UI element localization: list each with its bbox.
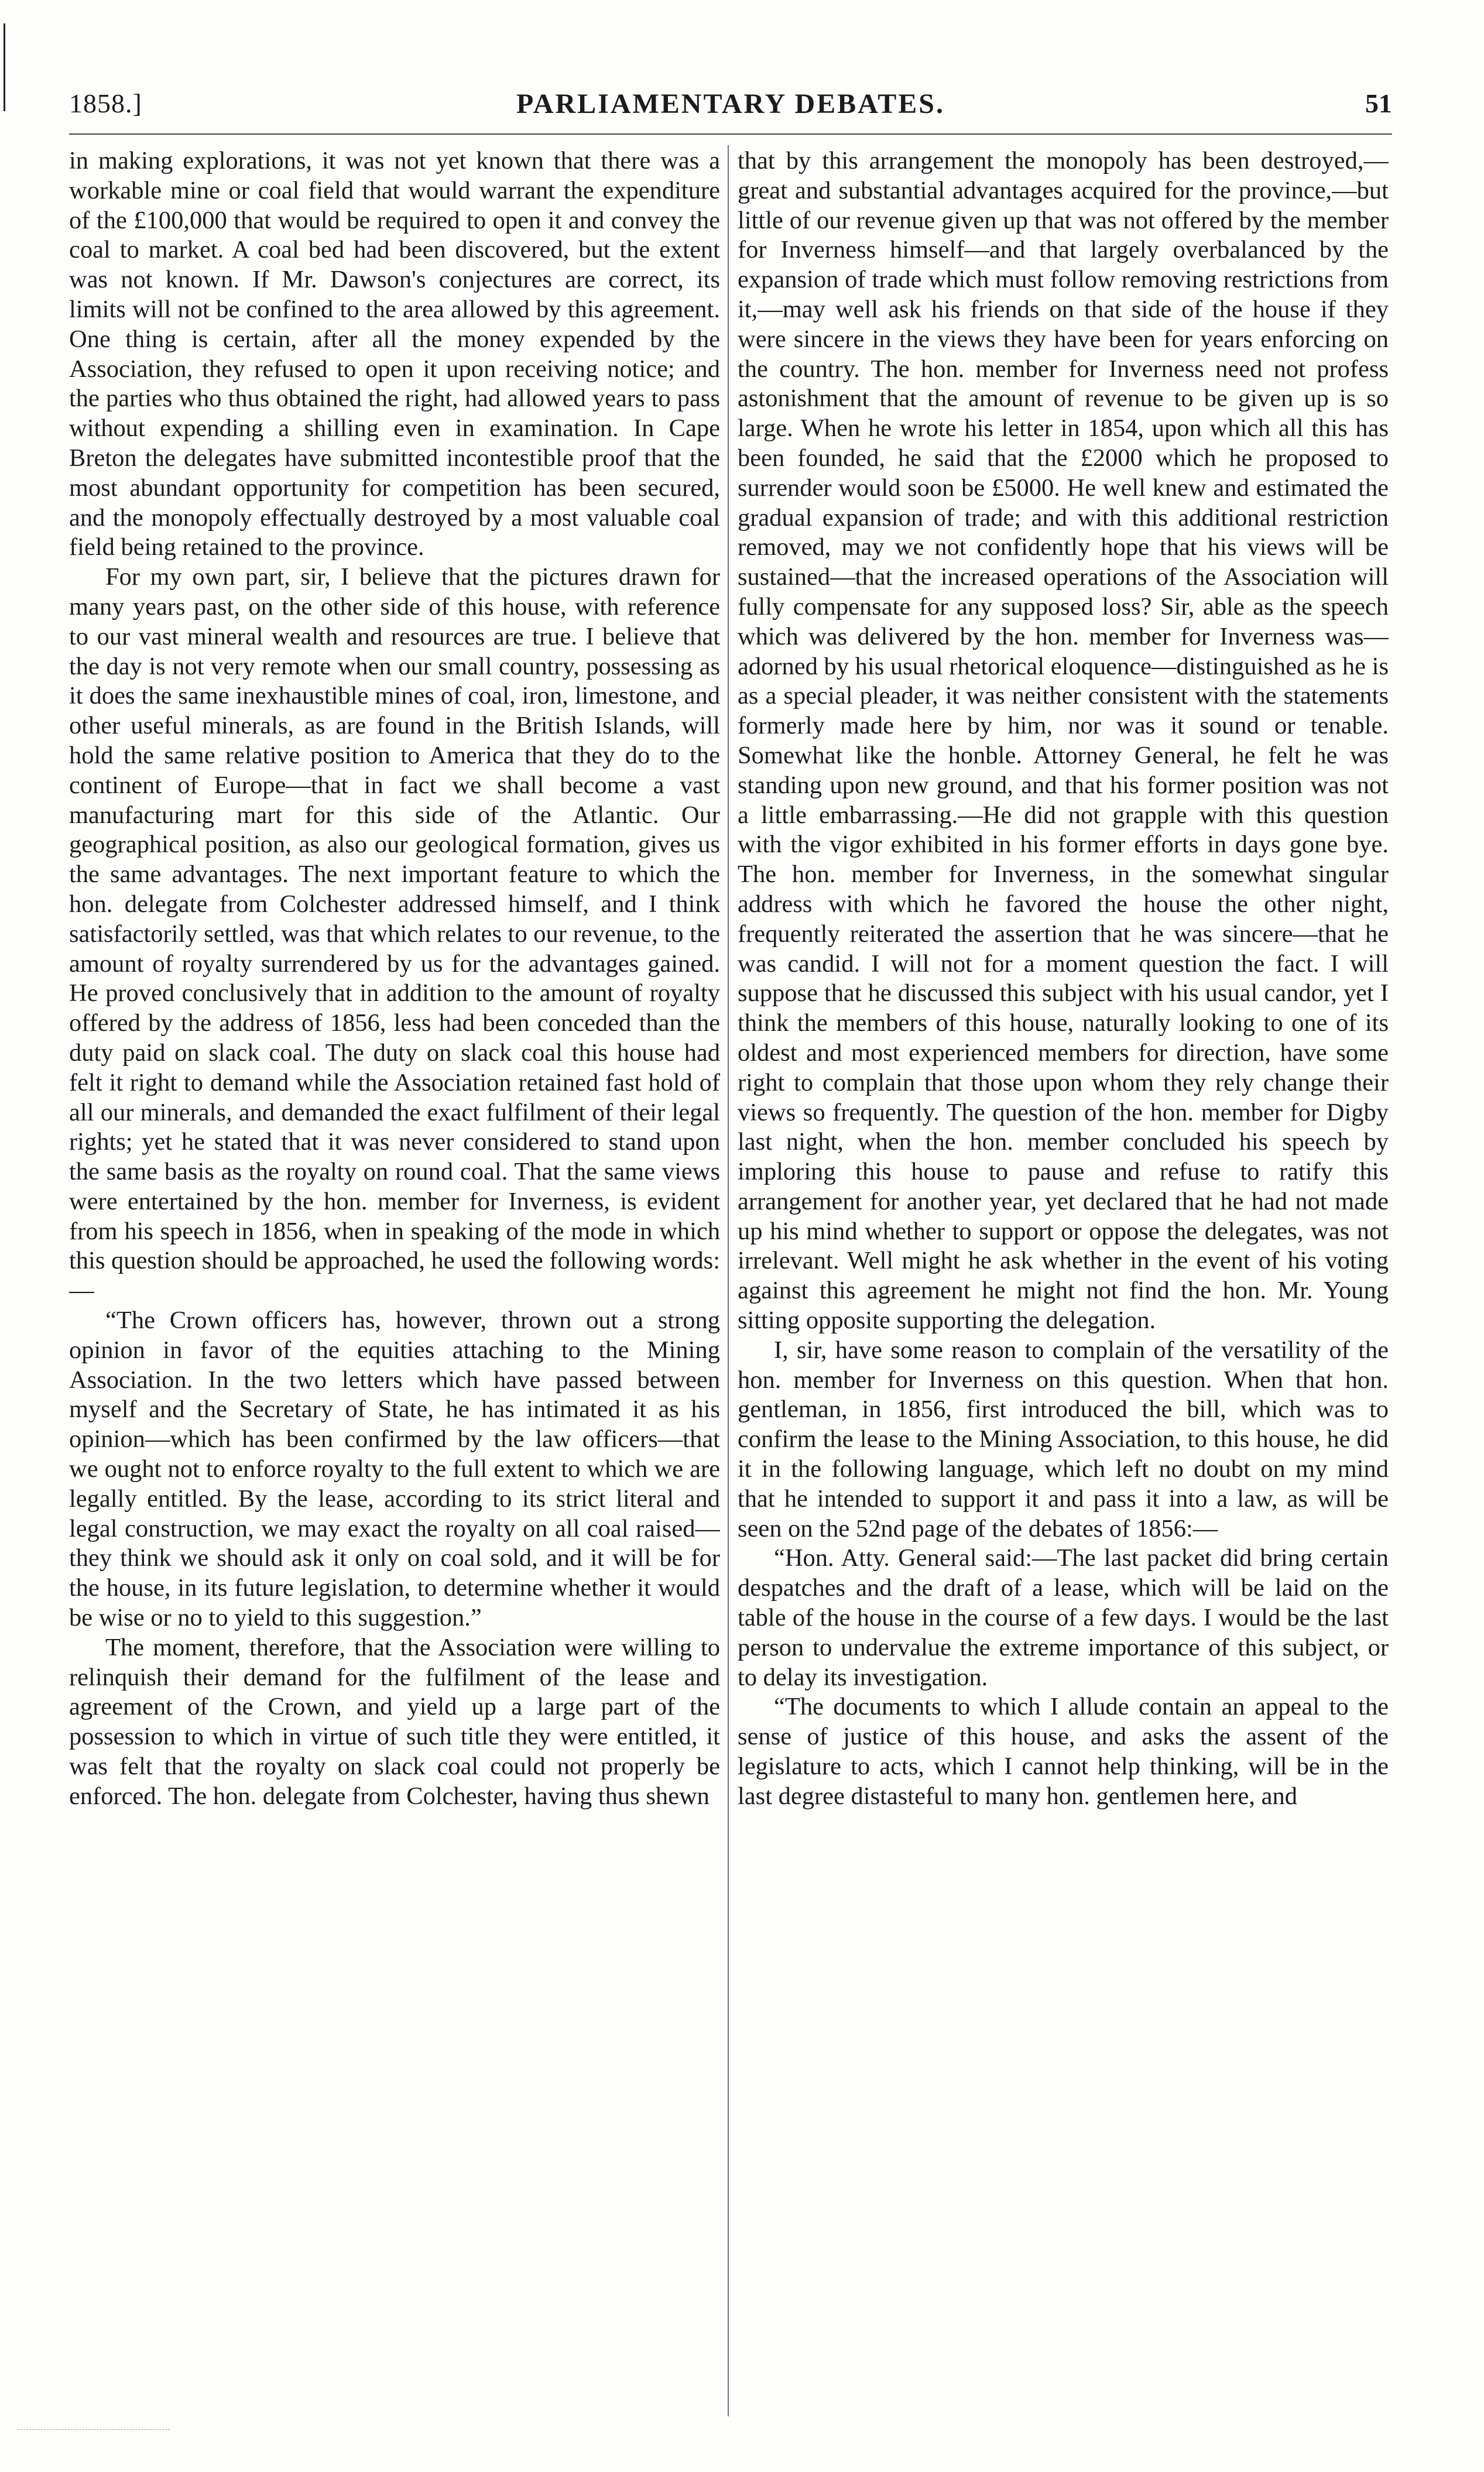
left-paragraph-1: in making explorations, it was not yet known that there was a workable mine or coal field that would warrant the expenditure of the £100,000 that would be required to open it and convey the coal to market. A coal bed had been discovered, but the extent was not known. If Mr. Dawson's conjectures are correct, its limits will not be confined to the area allowed by this agreement. One thing is certain, after all the money expended by the Association, they refused to open it upon receiving notice; and the parties who thus obtained the right, had allowed years to pass without expending a shilling even in examination. In Cape Breton the delegates have submitted incontestible proof that the most abundant opportunity for competition has been secured, and the monopoly effectually destroyed by a most valuable coal field being retained to the province. bbox=[69, 147, 720, 561]
right-quote-1: “Hon. Atty. General said:—The last packet did bring certain despatches and the draft of a lease, which will be laid on the table of the house in the course of a few days. I would be the last person to undervalue the extreme importance of this subject, or to delay its investigation. bbox=[738, 1544, 1389, 1691]
column-divider bbox=[728, 145, 729, 2416]
header-year: 1858.] bbox=[69, 88, 142, 118]
page-header bbox=[69, 88, 1392, 129]
header-rule bbox=[69, 133, 1392, 135]
header-title: PARLIAMENTARY DEBATES. bbox=[516, 88, 945, 119]
right-column bbox=[738, 146, 1389, 2418]
header-page-number: 51 bbox=[1365, 88, 1392, 118]
right-quote-2: “The documents to which I allude contain an appeal to the sense of justice of this house, and asks the assent of the legislature to acts, which I cannot help thinking, will be in the last degree distasteful to many hon. gentlemen here, and bbox=[738, 1693, 1389, 1810]
right-paragraph-1: that by this arrangement the monopoly has been destroyed,—great and substantial advantages acquired for the province,—but little of our revenue given up that was not offered by the member for Inverness himself—and that largely overbalanced by the expansion of trade which must follow removing restrictions from it,—may well ask his friends on that side of the house if they were sincere in the views they have been for years enforcing on the country. The hon. member for Inverness need not profess astonishment that the amount of revenue to be given up is so large. When he wrote his letter in 1854, upon which all this has been founded, he said that the £2000 which he proposed to surrender would soon be £5000. He well knew and estimated the gradual expansion of trade; and with this additional restriction removed, may we not confidently hope that his views will be sustained—that the increased operations of the Association will fully compensate for any supposed loss? Sir, able as the speech which was delivered by the hon. member for Inverness was—adorned by his usual rhetorical eloquence—distinguished as he is as a special pleader, it was neither consistent with the statements formerly made here by him, nor was it sound or tenable. Somewhat like the honble. Attorney General, he felt he was standing upon new ground, and that his former position was not a little embarrassing.—He did not grapple with this question with the vigor exhibited in his former efforts in days gone bye. The hon. member for Inverness, in the somewhat singular address with which he favored the house the other night, frequently reiterated the assertion that he was sincere—that he was candid. I will not for a moment question the fact. I will suppose that he discussed this subject with his usual candor, yet I think the members of this house, naturally looking to one of its oldest and most experienced members for direction, have some right to complain that those upon whom they rely change their views so frequently. The question of the hon. member for Digby last night, when the hon. member concluded his speech by imploring this house to pause and refuse to ratify this arrangement for another year, yet declared that he had not made up his mind whether to support or oppose the delegates, was not irrelevant. Well might he ask whether in the event of his voting against this agreement he might not find the hon. Mr. Young sitting opposite supporting the delegation. bbox=[738, 147, 1389, 1335]
left-quote-1: “The Crown officers has, however, thrown out a strong opinion in favor of the equities attaching to the Mining Association. In the two letters which have passed between myself and the Secretary of State, he has intimated it as his opinion—which has been confirmed by the law officers—that we ought not to enforce royalty to the full extent to which we are legally entitled. By the lease, according to its strict literal and legal construction, we may exact the royalty on all coal raised—they think we should ask it only on coal sold, and it will be for the house, in its future legislation, to determine whether it would be wise or no to yield to this suggestion.” bbox=[69, 1307, 720, 1632]
bottom-rule bbox=[18, 2429, 170, 2430]
right-paragraph-2: I, sir, have some reason to complain of the versatility of the hon. member for Inverness on this question. When that hon. gentleman, in 1856, first introduced the bill, which was to confirm the lease to the Mining Association, to this house, he did it in the following language, which left no doubt on my mind that he intended to support it and pass it into a law, as will be seen on the 52nd page of the debates of 1856:— bbox=[738, 1336, 1389, 1542]
left-paragraph-3: The moment, therefore, that the Association were willing to relinquish their demand for the fulfilment of the lease and agreement of the Crown, and yield up a large part of the possession to which in virtue of such title they were entitled, it was felt that the royalty on slack coal could not properly be enforced. The hon. delegate from Colchester, having thus shewn bbox=[69, 1633, 720, 1810]
margin-mark bbox=[4, 23, 5, 111]
left-paragraph-2: For my own part, sir, I believe that the pictures drawn for many years past, on the other side of this house, with reference to our vast mineral wealth and resources are true. I believe that the day is not very remote when our small country, possessing as it does the same inexhaustible mines of coal, iron, limestone, and other useful minerals, as are found in the British Islands, will hold the same relative position to America that they do to the continent of Europe—that in fact we shall become a vast manufacturing mart for this side of the Atlantic. Our geographical position, as also our geological formation, gives us the same advantages. The next important feature to which the hon. delegate from Colchester addressed himself, and I think satisfactorily settled, was that which relates to our revenue, to the amount of royalty surrendered by us for the advantages gained. He proved conclusively that in addition to the amount of royalty offered by the address of 1856, less had been conceded than the duty paid on slack coal. The duty on slack coal this house had felt it right to demand while the Association retained fast hold of all our minerals, and demanded the exact fulfilment of their legal rights; yet he stated that it was never considered to stand upon the same basis as the royalty on round coal. That the same views were entertained by the hon. member for Inverness, is evident from his speech in 1856, when in speaking of the mode in which this question should be approached, he used the following words:— bbox=[69, 563, 720, 1305]
left-column bbox=[69, 146, 720, 2418]
